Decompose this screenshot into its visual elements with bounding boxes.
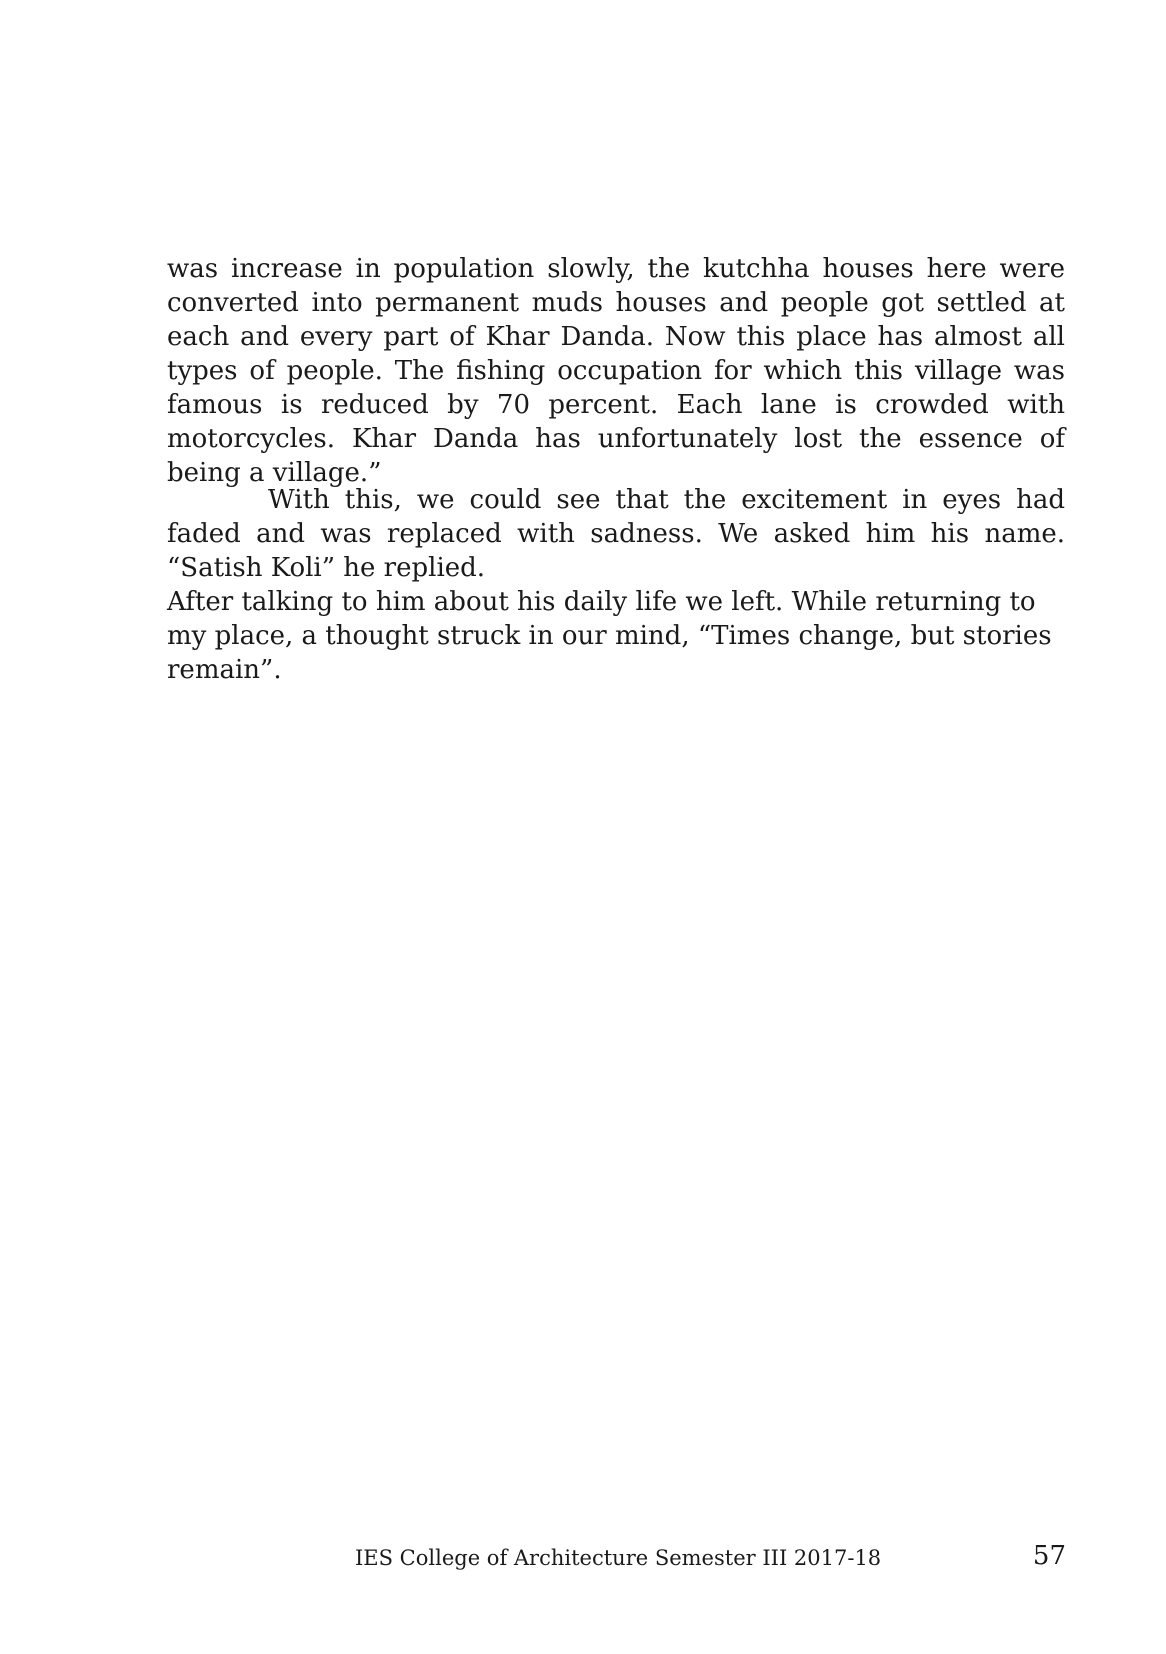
- page-number: 57: [1032, 1541, 1066, 1571]
- footer-title: IES College of Architecture Semester III 2017-18: [355, 1546, 882, 1570]
- paragraph-2: [167, 483, 1065, 687]
- paragraph-2-part-1: With this, we could see that the excitement in eyes had faded and was replaced with sadness. We asked him his name. “Satish Koli” he replied.: [167, 485, 1065, 583]
- paragraph-2-part-2: After talking to him about his daily life we left. While returning to my place, a thought struck in our mind, “Times change, but stories remain”.: [167, 587, 1052, 685]
- paragraph-1: was increase in population slowly, the kutchha houses here were converted into permanent muds houses and people got settled at each and every part of Khar Danda. Now this place has almost all types of people. The fishing occupation for which this village was famous is reduced by 70 percent. Each lane is crowded with motorcycles. Khar Danda has unfortunately lost the essence of being a village.”: [167, 254, 1065, 488]
